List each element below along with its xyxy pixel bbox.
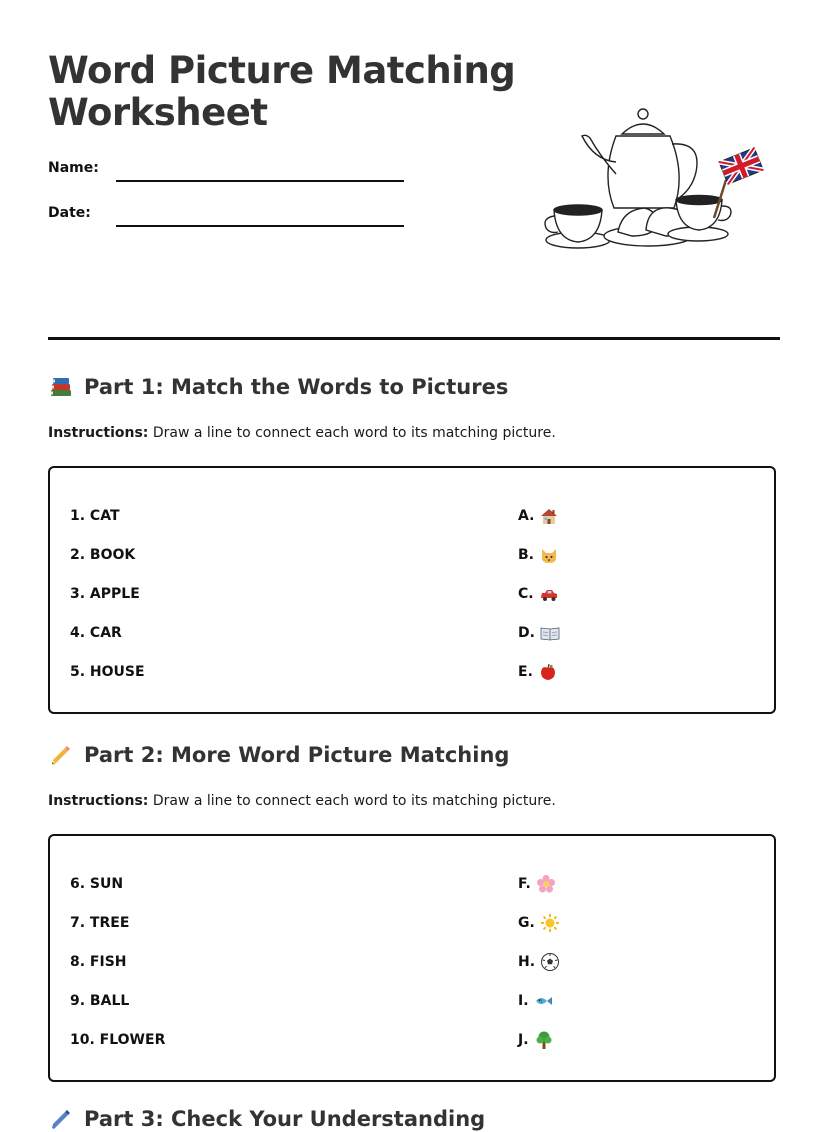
header-divider: [48, 337, 780, 340]
part3-heading: [48, 1106, 485, 1132]
word-item[interactable]: 6. SUN: [70, 876, 124, 892]
picture-letter: A.: [518, 508, 535, 524]
flower-icon: [536, 874, 556, 894]
name-label: Name:: [48, 160, 99, 176]
word-item[interactable]: 4. CAR: [70, 625, 122, 641]
car-icon: [539, 584, 559, 604]
part2-picture-list: [518, 874, 560, 1069]
fish-icon: [534, 991, 554, 1011]
part1-matching-box: [48, 466, 776, 714]
picture-item[interactable]: [518, 874, 560, 913]
picture-item[interactable]: [518, 662, 560, 701]
name-line: [116, 180, 404, 182]
picture-letter: F.: [518, 876, 531, 892]
part1-instructions-text: Draw a line to connect each word to its matching picture.: [152, 425, 556, 441]
part1-heading-text: Part 1: Match the Words to Pictures: [84, 375, 509, 399]
word-item[interactable]: 10. FLOWER: [70, 1032, 166, 1048]
part2-heading-text: Part 2: More Word Picture Matching: [84, 743, 510, 767]
word-item[interactable]: 2. BOOK: [70, 547, 136, 563]
word-item[interactable]: 9. BALL: [70, 993, 130, 1009]
picture-letter: H.: [518, 954, 536, 970]
house-icon: [539, 506, 559, 526]
picture-letter: C.: [518, 586, 534, 602]
picture-item[interactable]: [518, 991, 560, 1030]
pencil-icon: [48, 1106, 74, 1132]
teapot-cups-scones-union-jack-icon: [536, 100, 768, 260]
picture-letter: G.: [518, 915, 535, 931]
books-icon: [48, 374, 74, 400]
part1-instructions: [48, 425, 556, 441]
part1-picture-list: [518, 506, 560, 701]
picture-item[interactable]: [518, 545, 560, 584]
part2-word-list: [70, 874, 165, 1069]
part3-heading-text: Part 3: Check Your Understanding: [84, 1107, 486, 1131]
worksheet-title: Word Picture Matching Worksheet: [48, 49, 516, 134]
part2-matching-box: [48, 834, 776, 1082]
picture-item[interactable]: [518, 584, 560, 623]
picture-letter: D.: [518, 625, 535, 641]
picture-item[interactable]: [518, 623, 560, 662]
part2-heading: [48, 742, 509, 768]
picture-item[interactable]: [518, 913, 560, 952]
apple-icon: [538, 662, 558, 682]
picture-letter: B.: [518, 547, 534, 563]
part1-word-list: [70, 506, 145, 701]
word-item[interactable]: 1. CAT: [70, 508, 120, 524]
picture-item[interactable]: [518, 1030, 560, 1069]
date-label: Date:: [48, 205, 91, 221]
date-line: [116, 225, 404, 227]
pencil-icon: [48, 742, 74, 768]
open-book-icon: [540, 623, 560, 643]
picture-item[interactable]: [518, 952, 560, 991]
picture-letter: E.: [518, 664, 533, 680]
word-item[interactable]: 7. TREE: [70, 915, 130, 931]
part1-instructions-label: Instructions:: [48, 425, 149, 441]
word-item[interactable]: 5. HOUSE: [70, 664, 145, 680]
picture-letter: J.: [518, 1032, 529, 1048]
part2-instructions-label: Instructions:: [48, 793, 149, 809]
part2-instructions: [48, 793, 556, 809]
cat-face-icon: [539, 545, 559, 565]
picture-letter: I.: [518, 993, 529, 1009]
tree-icon: [534, 1030, 554, 1050]
soccer-ball-icon: [540, 952, 560, 972]
sun-icon: [540, 913, 560, 933]
part2-instructions-text: Draw a line to connect each word to its matching picture.: [152, 793, 556, 809]
part1-heading: [48, 374, 508, 400]
picture-item[interactable]: [518, 506, 560, 545]
word-item[interactable]: 8. FISH: [70, 954, 127, 970]
word-item[interactable]: 3. APPLE: [70, 586, 140, 602]
